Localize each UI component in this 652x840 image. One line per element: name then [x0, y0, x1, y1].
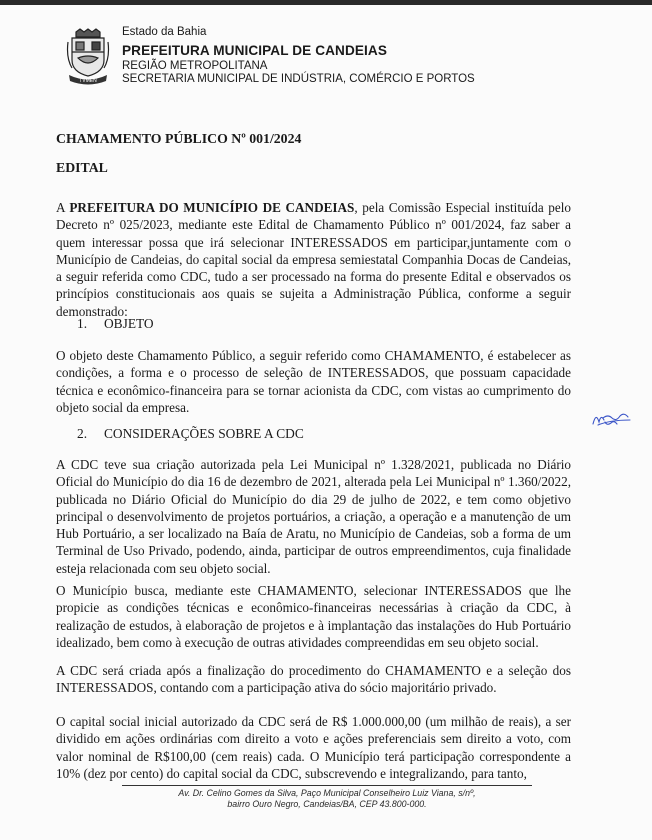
footer-address-line-1: Av. Dr. Celino Gomes da Silva, Paço Municipal Conselheiro Luiz Viana, s/nº,	[178, 788, 476, 798]
section-2-number: 2.	[77, 426, 88, 441]
section-1-number: 1.	[77, 316, 88, 331]
intro-segment: , pela Comissão Especial instituída pelo Decreto nº 025/2023, mediante este Edital de Chamamento Público nº 001/2024, faz saber a quem interessar possa que irá selecionar INTERESSADOS em participar,juntamente com o Município de Candeias, do capital social da empresa semiestatal Companhia Docas de Candeias, a seguir referida como CDC, tudo a ser processado na forma do presente Edital e observados os princípios constitucionais aos quais se sujeita a Administração Pública, conforme a seguir demonstrado:	[56, 200, 571, 319]
footer-divider	[122, 785, 532, 786]
municipal-coat-of-arms-icon	[66, 28, 110, 86]
intro-paragraph	[56, 199, 571, 320]
section-2-paragraph: A CDC teve sua criação autorizada pela Lei Municipal nº 1.328/2021, publicada no Diário Oficial do Município do dia 16 de dezembro de 2021, alterada pela Lei Municipal nº 1.360/2022, publicada no Diário Oficial do Município do dia 29 de julho de 2022, e tem como objetivo principal o desenvolvimento de projetos portuários, a criação, a operação e a manutenção de um Hub Portuário, a ser localizado na Baía de Aratu, no Município de Candeias, sob a forma de um Terminal de Uso Privado, podendo, ainda, participar de outros empreendimentos, cuja finalidade esteja relacionada com seu objeto social.	[56, 457, 571, 576]
handwritten-initials-icon	[590, 408, 634, 430]
section-1-title: OBJETO	[104, 316, 154, 331]
section-2-paragraph: O Município busca, mediante este CHAMAMENTO, selecionar INTERESSADOS que lhe propicie as condições técnicas e econômico-financeiras necessárias à criação da CDC, à realização de estudos, à elaboração de projetos e à implantação das instalações do Hub Portuário idealizado, bem como à execução de outras atividades compreendidas em seu objeto social.	[56, 583, 571, 650]
intro-segment-bold: PREFEITURA DO MUNICÍPIO DE CANDEIAS	[69, 200, 355, 215]
document-subtitle: EDITAL	[56, 160, 108, 175]
crest-motto: TVMEN	[79, 78, 97, 84]
section-2-paragraph: O capital social inicial autorizado da CDC será de R$ 1.000.000,00 (um milhão de reais), a ser dividido em ações ordinárias com direito a voto e ações preferenciais sem direito a voto, com valor nominal de R$100,00 (cem reais) cada. O Município terá participação correspondente a 10% (dez por cento) do capital social da CDC, subscrevendo e integralizando, para tanto,	[56, 714, 571, 781]
header-state: Estado da Bahia	[122, 26, 207, 38]
footer-address-line-2: bairro Ouro Negro, Candeias/BA, CEP 43.800-000.	[227, 799, 427, 809]
header-regiao: REGIÃO METROPOLITANA	[122, 60, 268, 72]
section-2-title: CONSIDERAÇÕES SOBRE A CDC	[104, 426, 304, 441]
header-prefeitura: PREFEITURA MUNICIPAL DE CANDEIAS	[122, 43, 388, 58]
section-1-paragraph: O objeto deste Chamamento Público, a seguir referido como CHAMAMENTO, é estabelecer as condições, a forma e o processo de seleção de INTERESSADOS, que possuam capacidade técnica e econômico-financeira para se tornar acionista da CDC, com vistas ao cumprimento do objeto social da empresa.	[56, 348, 571, 415]
scan-top-edge	[0, 0, 652, 5]
document-title: CHAMAMENTO PÚBLICO Nº 001/2024	[56, 131, 302, 146]
header-secretaria: SECRETARIA MUNICIPAL DE INDÚSTRIA, COMÉRCIO E PORTOS	[122, 73, 475, 85]
section-2-paragraph: A CDC será criada após a finalização do procedimento do CHAMAMENTO e a seleção dos INTERESSADOS, contando com a participação ativa do sócio majoritário privado.	[56, 663, 571, 696]
intro-segment: A	[56, 200, 70, 215]
